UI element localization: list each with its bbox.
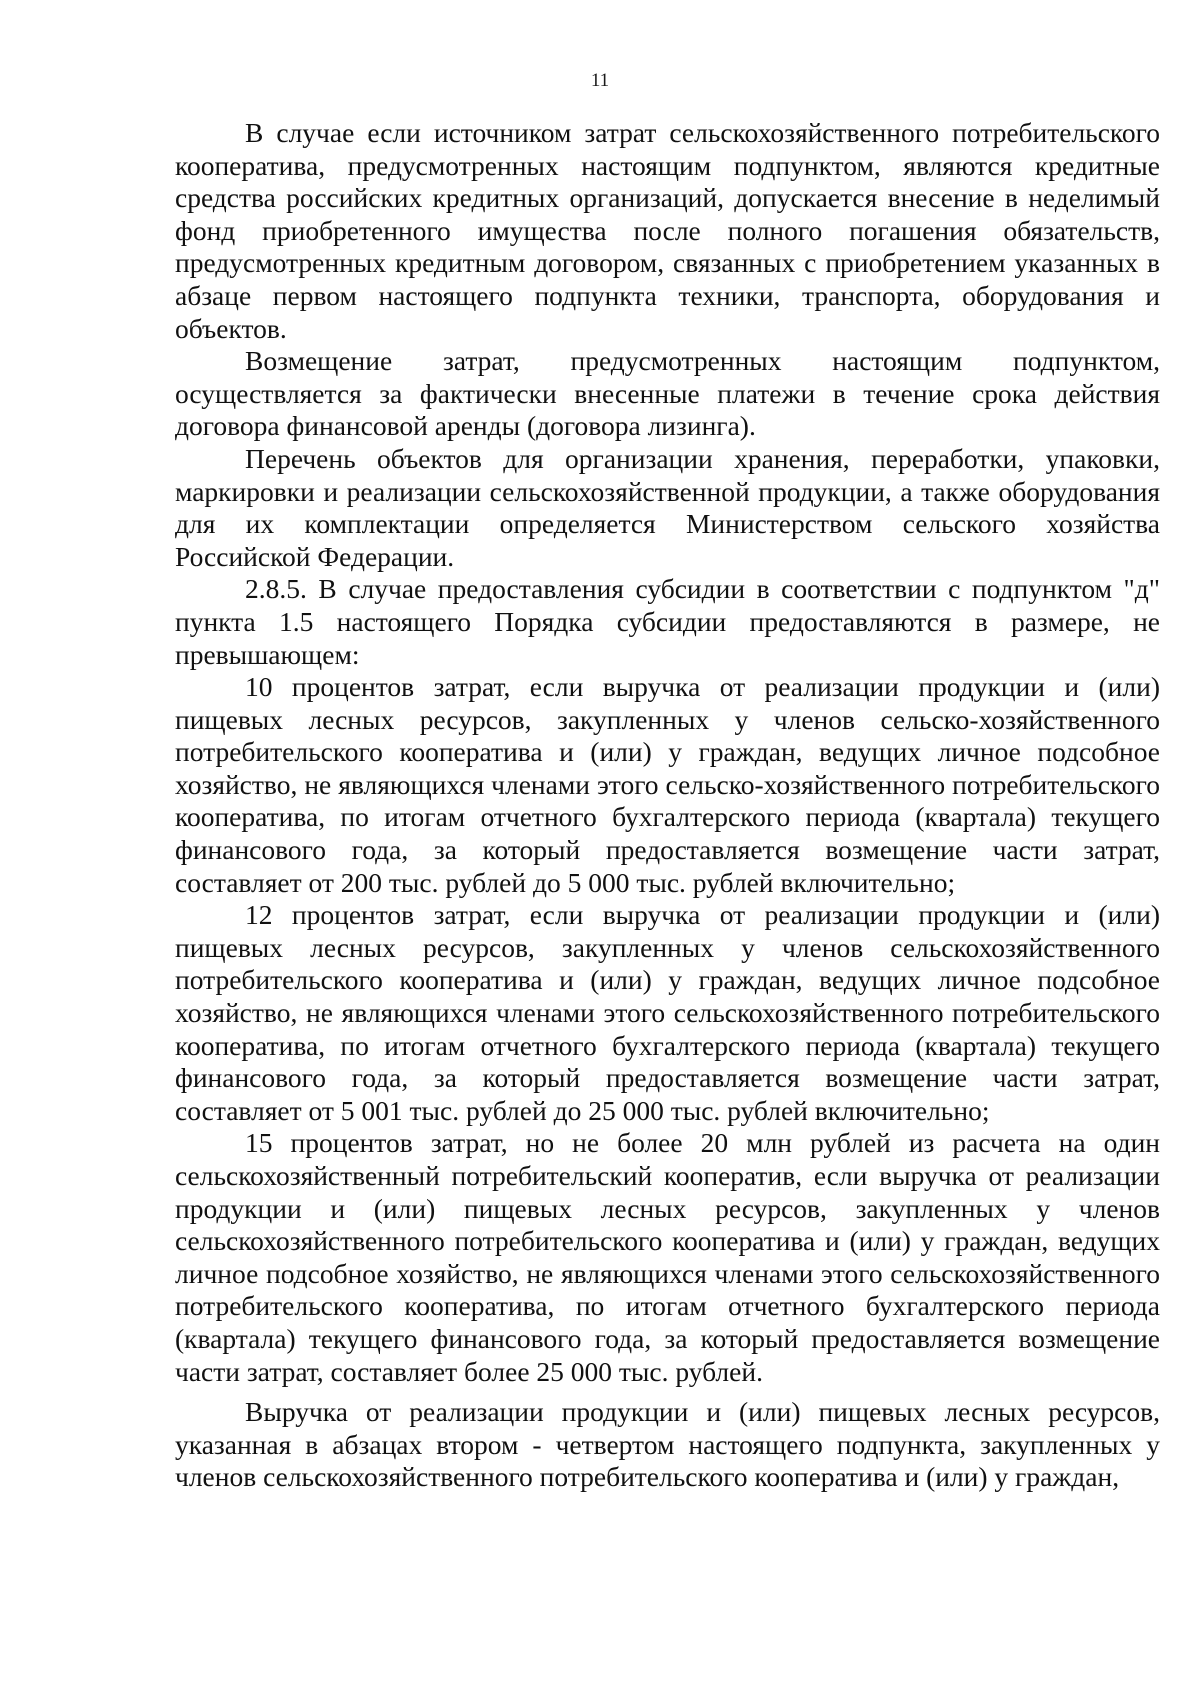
page-number: 11 bbox=[590, 70, 610, 91]
document-body bbox=[175, 117, 1160, 1494]
paragraph-2-8-5: 2.8.5. В случае предоставления субсидии в соответствии с подпунктом "д" пункта 1.5 настоящего Порядка субсидии предоставляются в размере, не превышающем: bbox=[175, 573, 1160, 670]
paragraph-15-percent: 15 процентов затрат, но не более 20 млн рублей из расчета на один сельскохозяйственный потребительский кооператив, если выручка от реализации продукции и (или) пищевых лесных ресурсов, закупленных у членов сельскохозяйственного потребительского кооператива и (или) у граждан, ведущих личное подсобное хозяйство, не являющихся членами этого сельскохозяйственного потребительского кооператива, по итогам отчетного бухгалтерского периода (квартала) текущего финансового года, за который предоставляется возмещение части затрат, составляет более 25 000 тыс. рублей. bbox=[175, 1127, 1160, 1387]
paragraph-reimbursement: Возмещение затрат, предусмотренных настоящим подпунктом, осуществляется за фактически внесенные платежи в течение срока действия договора финансовой аренды (договора лизинга). bbox=[175, 345, 1160, 442]
paragraph-objects-list: Перечень объектов для организации хранения, переработки, упаковки, маркировки и реализации сельскохозяйственной продукции, а также оборудования для их комплектации определяется Министерством сельского хозяйства Российской Федерации. bbox=[175, 442, 1160, 572]
paragraph-credit-funds: В случае если источником затрат сельскохозяйственного потребительского кооператива, предусмотренных настоящим подпунктом, являются кредитные средства российских кредитных организаций, допускается внесение в неделимый фонд приобретенного имущества после полного погашения обязательств, предусмотренных кредитным договором, связанных с приобретением указанных в абзаце первом настоящего подпункта техники, транспорта, оборудования и объектов. bbox=[175, 117, 1160, 344]
paragraph-12-percent: 12 процентов затрат, если выручка от реализации продукции и (или) пищевых лесных ресурсов, закупленных у членов сельскохозяйственного потребительского кооператива и (или) у граждан, ведущих личное подсобное хозяйство, не являющихся членами этого сельскохозяйственного потребительского кооператива, по итогам отчетного бухгалтерского периода (квартала) текущего финансового года, за который предоставляется возмещение части затрат, составляет от 5 001 тыс. рублей до 25 000 тыс. рублей включительно; bbox=[175, 899, 1160, 1126]
paragraph-revenue: Выручка от реализации продукции и (или) пищевых лесных ресурсов, указанная в абзацах втором - четвертом настоящего подпункта, закупленных у членов сельскохозяйственного потребительского кооператива и (или) у граждан, bbox=[175, 1396, 1160, 1493]
paragraph-10-percent: 10 процентов затрат, если выручка от реализации продукции и (или) пищевых лесных ресурсов, закупленных у членов сельско-хозяйственного потребительского кооператива и (или) у граждан, ведущих личное подсобное хозяйство, не являющихся членами этого сельско-хозяйственного потребительского кооператива, по итогам отчетного бухгалтерского периода (квартала) текущего финансового года, за который предоставляется возмещение части затрат, составляет от 200 тыс. рублей до 5 000 тыс. рублей включительно; bbox=[175, 671, 1160, 898]
